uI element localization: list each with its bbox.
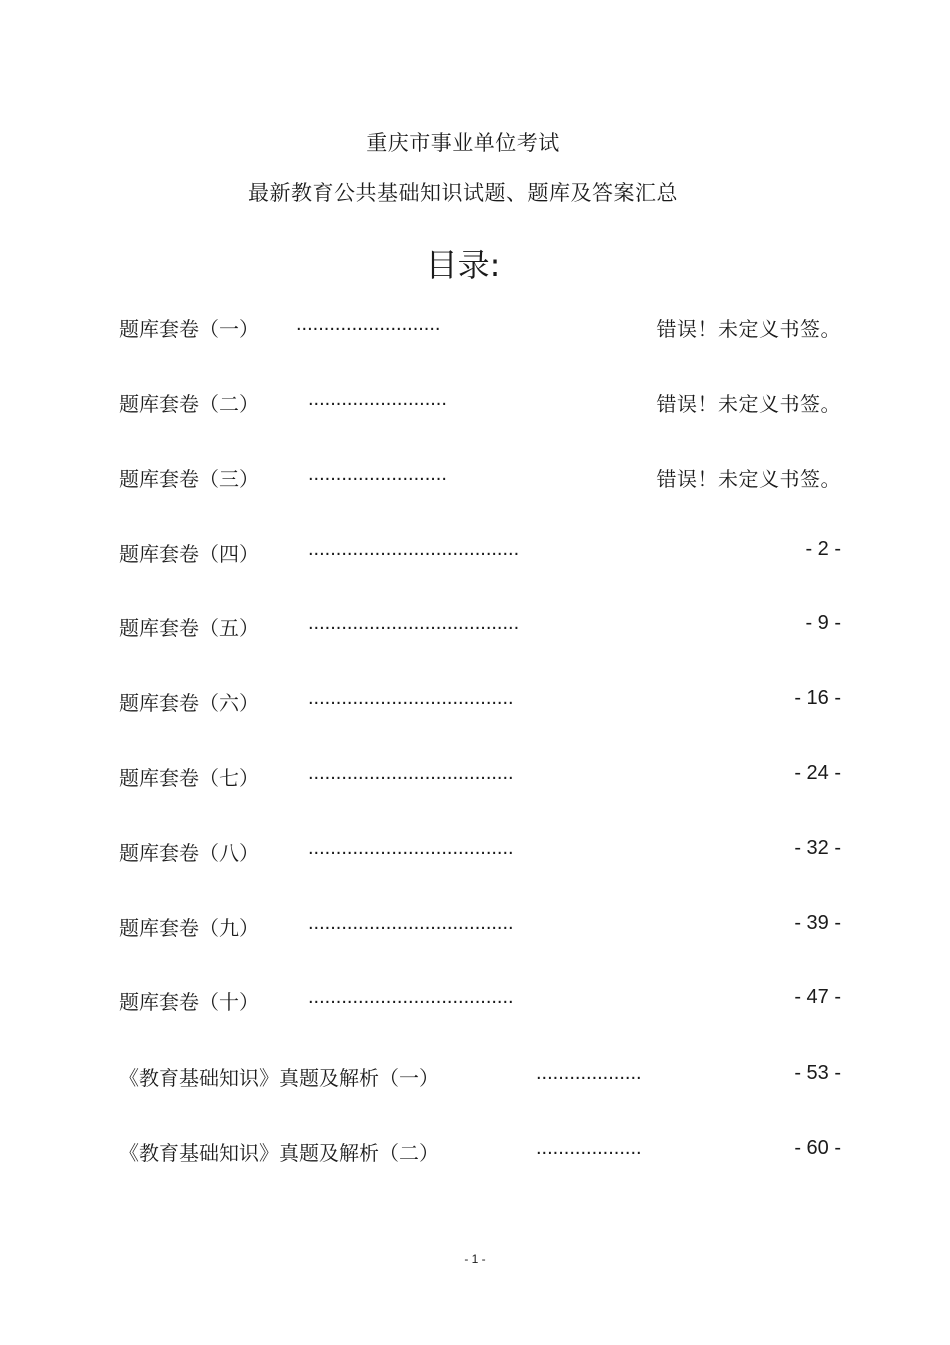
toc-entry-label: 题库套卷（六） <box>119 691 259 715</box>
toc-entry[interactable] <box>119 762 841 792</box>
toc-entry-leader: ................... <box>536 1137 642 1159</box>
toc-entry[interactable] <box>119 388 841 418</box>
toc-entry-page: - 9 - <box>805 612 841 634</box>
toc-entry-page: 错误！未定义书签。 <box>656 317 841 341</box>
toc-entry[interactable] <box>119 538 841 568</box>
toc-entry[interactable] <box>119 463 841 493</box>
toc-entry-label: 题库套卷（五） <box>119 616 259 640</box>
toc-entry[interactable] <box>119 912 841 942</box>
toc-entry-leader: ..................................... <box>308 762 514 784</box>
toc-entry-leader: ..................................... <box>308 912 514 934</box>
toc-entry[interactable] <box>119 313 841 343</box>
document-title-line-1: 重庆市事业单位考试 <box>366 131 560 155</box>
toc-entry-leader: ..................................... <box>308 986 514 1008</box>
document-title-line-2: 最新教育公共基础知识试题、题库及答案汇总 <box>248 181 678 205</box>
toc-entry-page: 错误！未定义书签。 <box>656 467 841 491</box>
toc-entry-label: 题库套卷（七） <box>119 766 259 790</box>
toc-entry-leader: ..................................... <box>308 687 514 709</box>
toc-entry-page: - 47 - <box>794 986 841 1008</box>
toc-entry-label: 题库套卷（一） <box>119 317 259 341</box>
toc-entry-leader: ................... <box>536 1062 642 1084</box>
toc-entry-page: - 32 - <box>794 837 841 859</box>
toc-entry-leader: ...................................... <box>308 538 520 560</box>
toc-entry-page: - 24 - <box>794 762 841 784</box>
toc-entry-label: 题库套卷（九） <box>119 916 259 940</box>
toc-entry-label: 题库套卷（二） <box>119 392 259 416</box>
toc-heading: 目录: <box>425 246 501 284</box>
toc-entry[interactable] <box>119 1062 841 1092</box>
toc-entry-page: - 2 - <box>805 538 841 560</box>
toc-entry-leader: ......................... <box>308 463 447 485</box>
toc-entry[interactable] <box>119 986 841 1016</box>
toc-entry-label: 题库套卷（八） <box>119 841 259 865</box>
toc-entry[interactable] <box>119 837 841 867</box>
toc-entry-leader: .......................... <box>296 313 441 335</box>
toc-entry-label: 《教育基础知识》真题及解析（一） <box>119 1066 439 1090</box>
toc-entry[interactable] <box>119 1137 841 1167</box>
toc-entry-leader: ......................... <box>308 388 447 410</box>
page-number-footer: - 1 - <box>464 1252 486 1266</box>
toc-entry[interactable] <box>119 687 841 717</box>
toc-entry-label: 题库套卷（三） <box>119 467 259 491</box>
toc-entry-page: 错误！未定义书签。 <box>656 392 841 416</box>
toc-entry-page: - 53 - <box>794 1062 841 1084</box>
toc-entry-page: - 39 - <box>794 912 841 934</box>
toc-entry[interactable] <box>119 612 841 642</box>
toc-entry-leader: ...................................... <box>308 612 520 634</box>
toc-entry-page: - 60 - <box>794 1137 841 1159</box>
toc-entry-label: 题库套卷（四） <box>119 542 259 566</box>
toc-entry-label: 题库套卷（十） <box>119 990 259 1014</box>
toc-entry-page: - 16 - <box>794 687 841 709</box>
toc-entry-label: 《教育基础知识》真题及解析（二） <box>119 1141 439 1165</box>
toc-entry-leader: ..................................... <box>308 837 514 859</box>
